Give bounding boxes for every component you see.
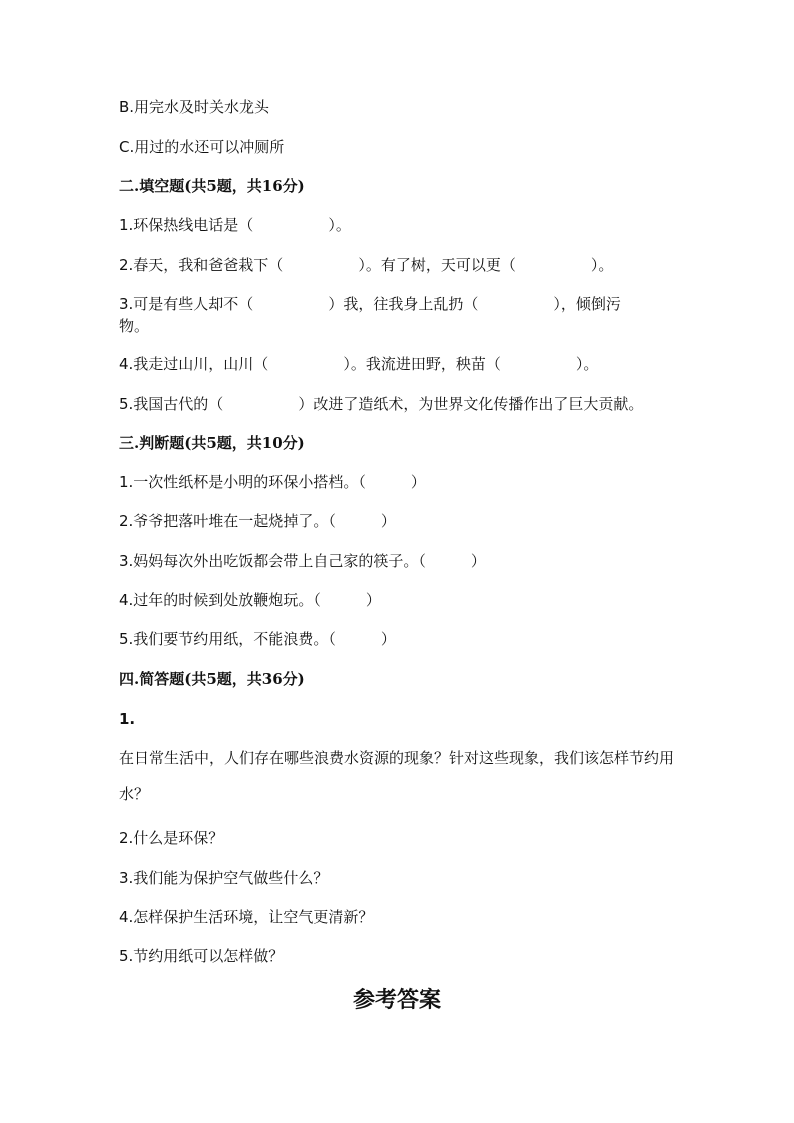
fill-blank-question-3: 3.可是有些人却不（ ）我，往我身上乱扔（ ），倾倒污 [119, 295, 621, 313]
short-answer-question-3: 3.我们能为保护空气做些什么？ [119, 869, 329, 887]
short-answer-question-2: 2.什么是环保？ [119, 829, 224, 847]
short-answer-question-1-number: 1. [119, 710, 136, 728]
choice-option-c: C.用过的水还可以冲厕所 [119, 138, 285, 156]
fill-blank-question-3-cont: 物。 [119, 317, 150, 335]
fill-blank-question-1: 1.环保热线电话是（ ）。 [119, 216, 351, 234]
true-false-question-1: 1.一次性纸杯是小明的环保小搭档。（ ） [119, 473, 426, 491]
fill-blank-question-5: 5.我国古代的（ ）改进了造纸术，为世界文化传播作出了巨大贡献。 [119, 395, 644, 413]
short-answer-question-5: 5.节约用纸可以怎样做？ [119, 947, 284, 965]
choice-option-b: B.用完水及时关水龙头 [119, 98, 270, 116]
true-false-question-5: 5.我们要节约用纸，不能浪费。（ ） [119, 630, 396, 648]
true-false-question-2: 2.爷爷把落叶堆在一起烧掉了。（ ） [119, 512, 396, 530]
answer-key-title: 参考答案 [352, 987, 441, 1013]
short-answer-question-4: 4.怎样保护生活环境，让空气更清新？ [119, 908, 374, 926]
section-heading-fill-blank: 二.填空题(共5题，共16分) [119, 177, 305, 195]
true-false-question-4: 4.过年的时候到处放鞭炮玩。（ ） [119, 591, 381, 609]
section-heading-short-answer: 四.简答题(共5题，共36分) [119, 670, 305, 688]
fill-blank-question-2: 2.春天，我和爸爸栽下（ ）。有了树，天可以更（ ）。 [119, 256, 614, 274]
section-heading-true-false: 三.判断题(共5题，共10分) [119, 434, 305, 452]
fill-blank-question-4: 4.我走过山川，山川（ ）。我流进田野，秧苗（ ）。 [119, 355, 599, 373]
true-false-question-3: 3.妈妈每次外出吃饭都会带上自己家的筷子。（ ） [119, 552, 486, 570]
short-answer-question-1-text: 在日常生活中，人们存在哪些浪费水资源的现象？针对这些现象，我们该怎样节约用水？ [119, 749, 675, 803]
